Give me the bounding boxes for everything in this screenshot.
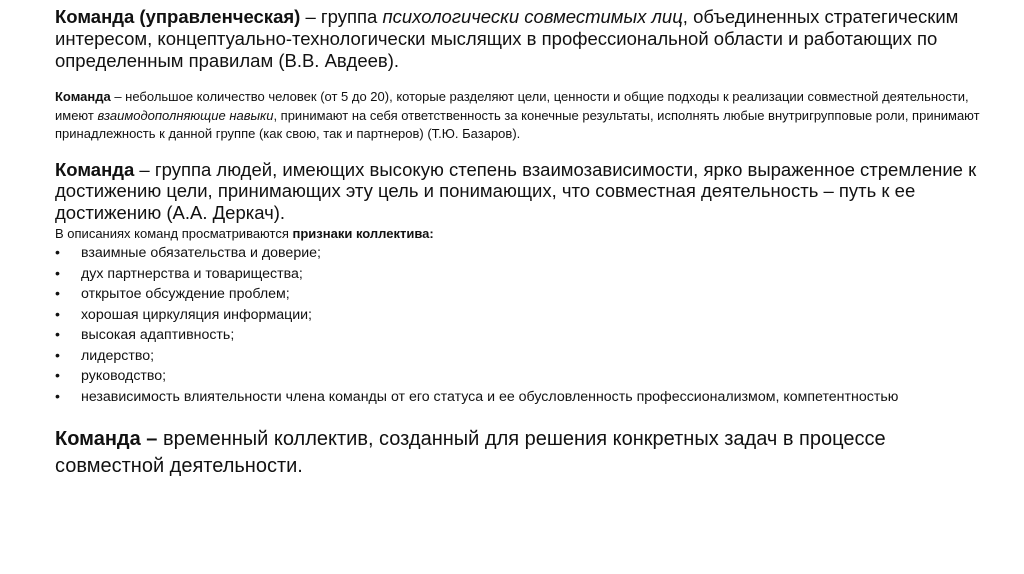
- definition-derkach: [55, 159, 1000, 224]
- bullet-icon: •: [55, 265, 60, 282]
- list-item: [55, 243, 1000, 264]
- bullet-icon: •: [55, 286, 60, 302]
- list-item-text: взаимные обязательства и доверие;: [81, 245, 321, 261]
- definition-text: , принимают на себя ответственность за конечные результаты, исполнять любые внутригрупповые роли, принимают принадлежность к данной группе (как свою, так и партнеров) (Т.Ю. Базаров).: [55, 107, 980, 141]
- definition-term: Команда: [55, 158, 135, 180]
- bullet-icon: •: [55, 347, 60, 364]
- slide-content: [55, 6, 1000, 480]
- list-item: [55, 305, 1000, 326]
- traits-intro-bold: признаки коллектива: [292, 226, 430, 241]
- list-item-text: независимость влиятельности члена команды от его статуса и ее обусловленность профессионализмом, компетентностью: [81, 388, 899, 405]
- definition-italic-phrase: психологически совместимых лиц: [382, 6, 683, 27]
- bullet-icon: •: [55, 327, 60, 343]
- list-item-text: дух партнерства и товарищества;: [81, 265, 303, 282]
- definition-text: – группа людей, имеющих высокую степень взаимозависимости, ярко выраженное стремление к достижению цели, принимающих эту цель и понимающих, что совместная деятельность – путь к ее достижению (А.А. Деркач).: [55, 158, 977, 223]
- definition-avdeev: [55, 6, 1000, 72]
- definition-term: Команда –: [55, 428, 163, 450]
- list-item: [55, 284, 1000, 305]
- list-item: [55, 325, 1000, 346]
- definition-term: Команда: [55, 89, 111, 104]
- traits-intro-text: В описаниях команд просматриваются: [55, 226, 293, 241]
- traits-intro: [55, 225, 1000, 243]
- list-item: [55, 366, 1000, 387]
- traits-intro-colon: :: [429, 226, 434, 241]
- definition-text: – небольшое количество человек (от 5 до 20), которые разделяют цели, ценности и общие подходы к реализации совместной деятельности, имеют: [55, 89, 969, 123]
- list-item-text: руководство;: [81, 368, 167, 384]
- bullet-icon: •: [55, 388, 60, 405]
- definition-dash: – группа: [300, 6, 383, 27]
- bullet-icon: •: [55, 306, 60, 323]
- definition-italic-phrase: взаимодополняющие навыки: [97, 107, 274, 123]
- definition-bazarov: [55, 88, 1000, 144]
- list-item: [55, 264, 1000, 285]
- list-item-text: лидерство;: [81, 347, 155, 364]
- list-item: [55, 387, 1000, 408]
- definition-term: Команда (управленческая): [55, 6, 301, 27]
- list-item-text: открытое обсуждение проблем;: [81, 286, 290, 302]
- definition-text: , объединенных стратегическим интересом, концептуально-технологически мыслящих в профессиональной области и работающих по определенным правилам (В.В. Авдеев).: [55, 6, 959, 71]
- traits-list: [55, 243, 1000, 407]
- definition-temporary-collective: [55, 426, 1000, 480]
- bullet-icon: •: [55, 245, 60, 261]
- list-item: [55, 346, 1000, 367]
- list-item-text: высокая адаптивность;: [81, 327, 235, 343]
- list-item-text: хорошая циркуляция информации;: [81, 306, 313, 323]
- bullet-icon: •: [55, 368, 60, 384]
- definition-text: временный коллектив, созданный для решения конкретных задач в процессе совместной деятельности.: [55, 428, 886, 477]
